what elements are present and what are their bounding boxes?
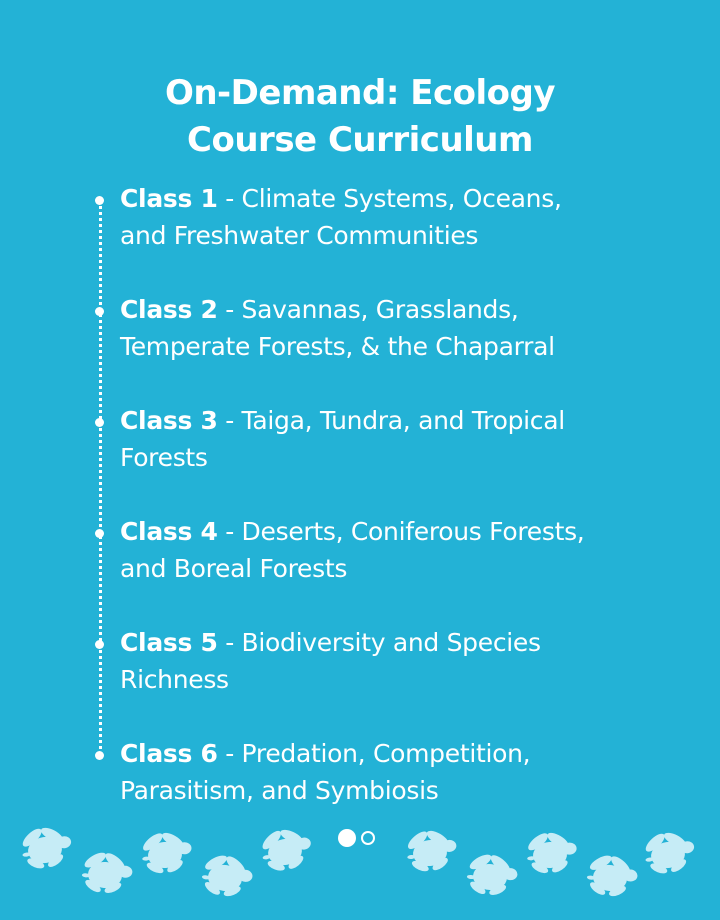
curriculum-item-class-4	[120, 513, 680, 587]
class-topic-line-2: Parasitism, and Symbiosis	[120, 776, 439, 805]
timeline-dot	[95, 418, 104, 427]
curriculum-item-class-3	[120, 402, 680, 476]
timeline-dot	[95, 196, 104, 205]
timeline-dot	[95, 751, 104, 760]
sea-turtle-icon	[404, 825, 459, 875]
class-topic-line-1: - Deserts, Coniferous Forests,	[217, 517, 585, 546]
page-title	[0, 70, 720, 164]
timeline	[98, 199, 102, 755]
sea-turtle-icon	[80, 848, 134, 897]
class-label: Class 3	[120, 406, 218, 435]
class-label: Class 1	[120, 184, 218, 213]
sea-turtle-icon	[464, 850, 519, 900]
title-line-2: Course Curriculum	[187, 120, 533, 160]
class-topic-line-1: - Predation, Competition,	[217, 739, 531, 768]
curriculum-item-class-1	[120, 180, 680, 254]
sea-turtle-icon	[199, 850, 255, 902]
sea-turtle-icon	[139, 828, 193, 877]
title-line-1: On-Demand: Ecology	[164, 73, 556, 113]
class-label: Class 6	[120, 739, 218, 768]
timeline-dot	[95, 529, 104, 538]
class-topic-line-1: - Savannas, Grasslands,	[217, 295, 519, 324]
class-topic-line-1: - Climate Systems, Oceans,	[217, 184, 562, 213]
class-topic-line-2: and Boreal Forests	[120, 554, 348, 583]
curriculum-item-class-6	[120, 735, 680, 809]
class-topic-line-2: Richness	[120, 665, 229, 694]
class-topic-line-2: and Freshwater Communities	[120, 221, 479, 250]
curriculum-item-class-5	[120, 624, 680, 698]
class-topic-line-2: Forests	[120, 443, 208, 472]
class-label: Class 4	[120, 517, 218, 546]
timeline-dot	[95, 307, 104, 316]
sea-turtle-icon	[18, 822, 74, 874]
class-label: Class 2	[120, 295, 218, 324]
sea-turtle-icon	[584, 850, 640, 901]
class-label: Class 5	[120, 628, 218, 657]
class-topic-line-1: - Biodiversity and Species	[217, 628, 541, 657]
timeline-dotted-line	[99, 199, 102, 755]
timeline-dot	[95, 640, 104, 649]
sea-turtle-icon	[525, 828, 579, 876]
sea-turtle-icon	[641, 827, 697, 879]
sea-turtle-icon	[257, 823, 315, 876]
curriculum-item-class-2	[120, 291, 680, 365]
class-topic-line-1: - Taiga, Tundra, and Tropical	[217, 406, 565, 435]
turtle-decoration	[0, 820, 720, 920]
class-topic-line-2: Temperate Forests, & the Chaparral	[120, 332, 555, 361]
